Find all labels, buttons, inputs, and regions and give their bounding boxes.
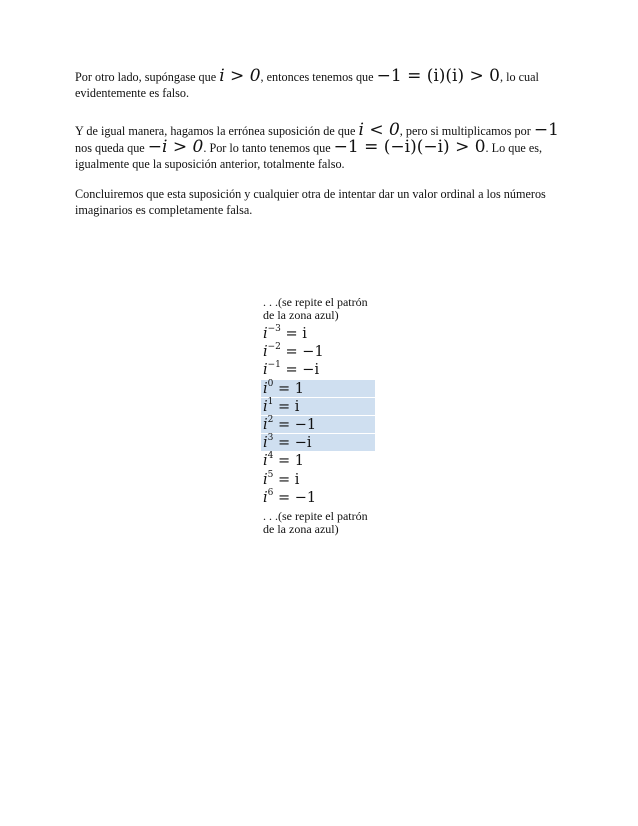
power-row: [261, 343, 375, 361]
power-row: [261, 489, 375, 507]
power-exponent: 2: [267, 414, 274, 425]
power-value: = −i: [273, 435, 312, 452]
power-exponent: 1: [267, 396, 274, 407]
p3-text: Concluiremos que esta suposición y cualquier otra de intentar dar un valor ordinal a los números imaginarios es completamente falsa.: [75, 187, 546, 217]
power-value: = i: [280, 326, 307, 342]
power-row: [261, 416, 375, 434]
power-exponent: 3: [267, 433, 274, 444]
power-value: = i: [273, 398, 300, 415]
paragraph-3: [75, 186, 570, 218]
power-base: i: [263, 453, 268, 470]
power-value: = −1: [280, 344, 324, 361]
power-base: i: [263, 398, 268, 415]
power-base: i: [263, 380, 268, 397]
p2-text-4: . Por lo tanto tenemos que: [203, 141, 334, 155]
powers-of-i-table: [261, 294, 375, 539]
power-row: [261, 452, 375, 470]
powers-rows: [261, 325, 375, 507]
power-exponent: −2: [267, 342, 281, 353]
power-base: i: [263, 326, 268, 342]
power-row: [261, 398, 375, 416]
p1-text-2: , entonces tenemos que: [260, 70, 377, 84]
power-row: [261, 325, 375, 343]
power-row: [261, 380, 375, 398]
p2-math-2: −1: [533, 120, 559, 140]
table-top-note: [261, 294, 375, 325]
power-value: = −1: [273, 416, 317, 433]
power-exponent: 5: [267, 469, 274, 480]
p2-text-5: . Lo que es, igualmente que la suposición anterior, totalmente falso.: [75, 141, 543, 171]
p1-text-1: Por otro lado, supóngase que: [75, 70, 220, 84]
paragraph-2: [75, 122, 570, 172]
power-exponent: 0: [267, 378, 274, 389]
table-bottom-note: [261, 507, 375, 539]
power-value: = 1: [273, 380, 304, 397]
bottom-ellipsis: . . .: [263, 508, 278, 523]
power-row: [261, 471, 375, 489]
p2-text-2: , pero si multiplicamos por: [399, 124, 534, 138]
p2-math-1: i < 0: [358, 120, 400, 140]
bottom-note-text: (se repite el patrón de la zona azul): [263, 508, 368, 536]
power-exponent: −3: [267, 324, 281, 334]
p1-math-1: i > 0: [219, 66, 261, 86]
p2-math-4: −1 = (−i)(−i) > 0: [333, 137, 486, 157]
power-base: i: [263, 362, 268, 379]
power-base: i: [263, 416, 268, 433]
power-value: = i: [273, 471, 300, 488]
power-value: = −1: [273, 489, 317, 506]
power-base: i: [263, 489, 268, 506]
top-ellipsis: . . .: [263, 295, 278, 309]
power-exponent: 4: [267, 451, 274, 462]
power-exponent: −1: [267, 360, 281, 371]
power-exponent: 6: [267, 487, 274, 498]
p2-math-3: −i > 0: [147, 137, 204, 157]
p2-text-3: nos queda que: [75, 141, 148, 155]
power-base: i: [263, 344, 268, 361]
power-value: = −i: [280, 362, 320, 379]
power-value: = 1: [273, 453, 304, 470]
power-base: i: [263, 471, 268, 488]
p1-text-3: , lo cual evidentemente es falso.: [75, 70, 539, 100]
paragraph-1: [75, 68, 570, 101]
power-row: [261, 361, 375, 379]
power-row: [261, 434, 375, 452]
p2-text-1: Y de igual manera, hagamos la errónea suposición de que: [75, 124, 359, 138]
top-note-text: (se repite el patrón de la zona azul): [263, 295, 368, 322]
power-base: i: [263, 435, 268, 452]
p1-math-2: −1 = (i)(i) > 0: [376, 66, 500, 86]
